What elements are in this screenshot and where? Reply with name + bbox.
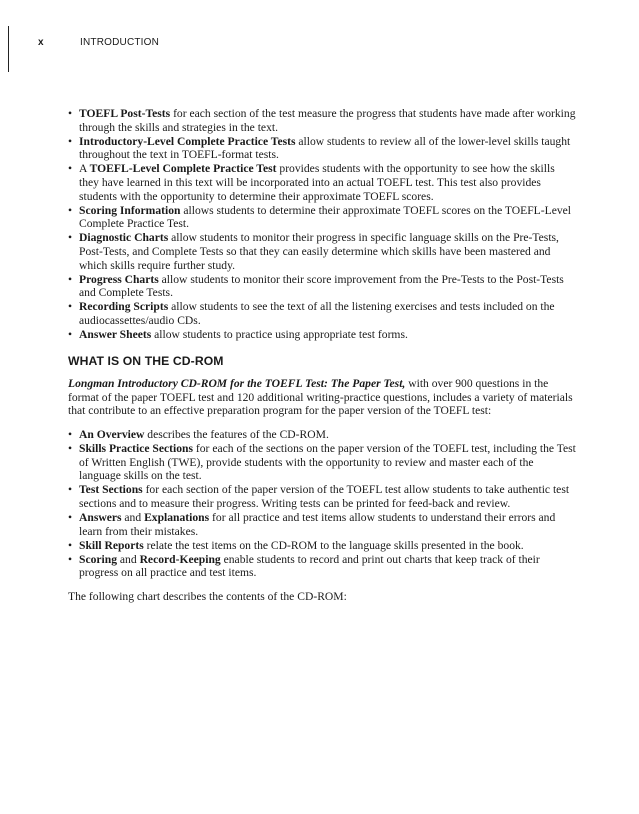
list-item: • Answer Sheets allow students to practice using appropriate test forms. (68, 328, 576, 342)
list-item: • Skill Reports relate the test items on the CD-ROM to the language skills presented in the book. (68, 539, 576, 553)
running-header (38, 37, 159, 48)
list-item: • Introductory-Level Complete Practice Tests allow students to review all of the lower-level skills taught throughout the text in TOEFL-format tests. (68, 135, 576, 162)
section-intro: Longman Introductory CD-ROM for the TOEFL Test: The Paper Test, with over 900 questions in the format of the paper TOEFL test and 120 additional writing-practice questions, includes a variety of materials that contribute to an effective preparation program for the paper version of the TOEFL test: (68, 377, 573, 418)
section-heading: WHAT IS ON THE CD-ROM (68, 353, 224, 368)
list-item: • Skills Practice Sections for each of the sections on the paper version of the TOEFL test, including the Test of Written English (TWE), provide students with the opportunity to review and master each of the language skills on the test. (68, 442, 576, 483)
list-item: • Diagnostic Charts allow students to monitor their progress in specific language skills on the Pre-Tests, Post-Tests, and Complete Tests so that they can easily determine which skills have been mastered and which skills require further study. (68, 231, 576, 272)
list-item: • Scoring and Record-Keeping enable students to record and print out charts that keep track of their progress on all practice and test items. (68, 553, 576, 580)
test-features-list (68, 107, 576, 342)
list-item: • TOEFL Post-Tests for each section of the test measure the progress that students have made after working through the skills and strategies in the text. (68, 107, 576, 134)
running-head-title: INTRODUCTION (80, 37, 160, 48)
list-item: • Progress Charts allow students to monitor their score improvement from the Pre-Tests to the Post-Tests and Complete Tests. (68, 273, 576, 300)
list-item: • A TOEFL-Level Complete Practice Test provides students with the opportunity to see how the skills they have learned in this text will be incorporated into an actual TOEFL test. This test also provides students with the opportunity to determine their approximate TOEFL scores. (68, 162, 576, 203)
list-item: • Recording Scripts allow students to see the text of all the listening exercises and tests included on the audiocassettes/audio CDs. (68, 300, 576, 327)
page-gutter-rule (8, 26, 9, 72)
page-number: x (38, 37, 44, 48)
closing-sentence: The following chart describes the contents of the CD-ROM: (68, 590, 347, 603)
list-item: • Test Sections for each section of the paper version of the TOEFL test allow students to take authentic test sections and to measure their progress. Writing tests can be printed for feed-back and review. (68, 483, 576, 510)
list-item: • An Overview describes the features of the CD-ROM. (68, 428, 576, 442)
list-item: • Scoring Information allows students to determine their approximate TOEFL scores on the TOEFL-Level Complete Practice Test. (68, 204, 576, 231)
page-body (68, 107, 576, 604)
list-item: • Answers and Explanations for all practice and test items allow students to understand their errors and learn from their mistakes. (68, 511, 576, 538)
cdrom-features-list (68, 428, 576, 580)
